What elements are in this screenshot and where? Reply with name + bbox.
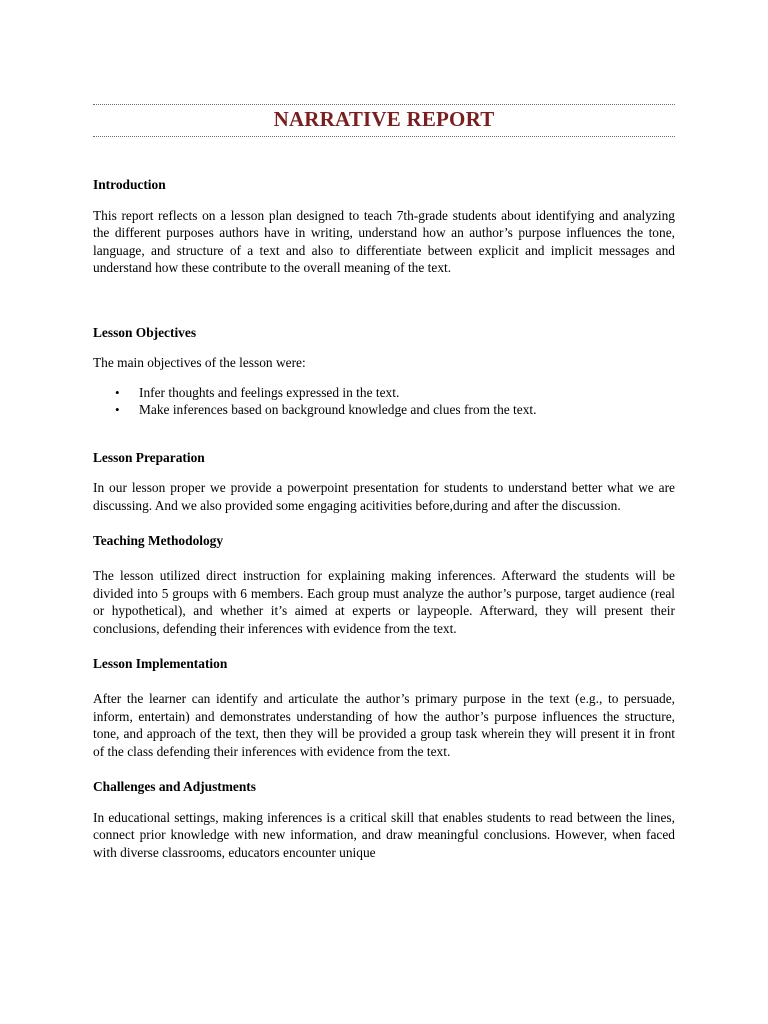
section-challenges bbox=[93, 778, 675, 861]
bullet-icon: • bbox=[115, 402, 120, 417]
document-content bbox=[93, 176, 675, 861]
list-item bbox=[93, 384, 675, 402]
section-implementation bbox=[93, 655, 675, 760]
section-body-challenges: In educational settings, making inferences is a critical skill that enables students to read between the lines, connect prior knowledge with new information, and draw meaningful conclusions. However, when faced with diverse classrooms, educators encounter unique bbox=[93, 809, 675, 860]
section-body-methodology: The lesson utilized direct instruction for explaining making inferences. Afterward the students will be divided into 5 groups with 6 members. Each group must analyze the author’s purpose, target audience (real or hypothetical), and whether it’s aimed at experts or laypeople. Afterward, they will present their conclusions, defending their inferences with evidence from the text. bbox=[93, 568, 675, 636]
list-item-text: Infer thoughts and feelings expressed in the text. bbox=[139, 384, 400, 400]
section-heading-preparation: Lesson Preparation bbox=[93, 449, 205, 465]
section-heading-methodology: Teaching Methodology bbox=[93, 533, 224, 548]
section-body-implementation: After the learner can identify and articulate the author’s primary purpose in the text (e.g., to persuade, inform, entertain) and demonstrates understanding of how the author’s purpose influences the structure, tone, and approach of the text, then they will be provided a group task wherein they will present it in front of the class defending their inferences with evidence from the text. bbox=[93, 691, 675, 759]
section-objectives bbox=[93, 324, 675, 419]
list-item bbox=[93, 401, 675, 419]
section-body-introduction: This report reflects on a lesson plan designed to teach 7th-grade students about identifying and analyzing the different purposes authors have in writing, understand how an author’s purpose influences the tone, language, and structure of a text and also to differentiate between explicit and implicit messages and understand how these contribute to the overall meaning of the text. bbox=[93, 207, 675, 275]
section-introduction bbox=[93, 176, 675, 277]
section-preparation bbox=[93, 449, 675, 515]
section-heading-implementation: Lesson Implementation bbox=[93, 656, 228, 671]
title-block bbox=[93, 104, 675, 137]
page-title: NARRATIVE REPORT bbox=[273, 107, 495, 131]
section-body-preparation: In our lesson proper we provide a powerpoint presentation for students to understand better what we are discussing. And we also provided some engaging acitivities before,during and after the discussion. bbox=[93, 480, 675, 513]
section-heading-challenges: Challenges and Adjustments bbox=[93, 779, 256, 794]
objectives-intro: The main objectives of the lesson were: bbox=[93, 355, 306, 370]
bullet-icon: • bbox=[115, 384, 120, 400]
section-heading-objectives: Lesson Objectives bbox=[93, 324, 197, 340]
section-heading-introduction: Introduction bbox=[93, 177, 166, 192]
list-item-text: Make inferences based on background knowledge and clues from the text. bbox=[139, 402, 537, 417]
section-methodology bbox=[93, 532, 675, 637]
objectives-list bbox=[93, 384, 675, 419]
